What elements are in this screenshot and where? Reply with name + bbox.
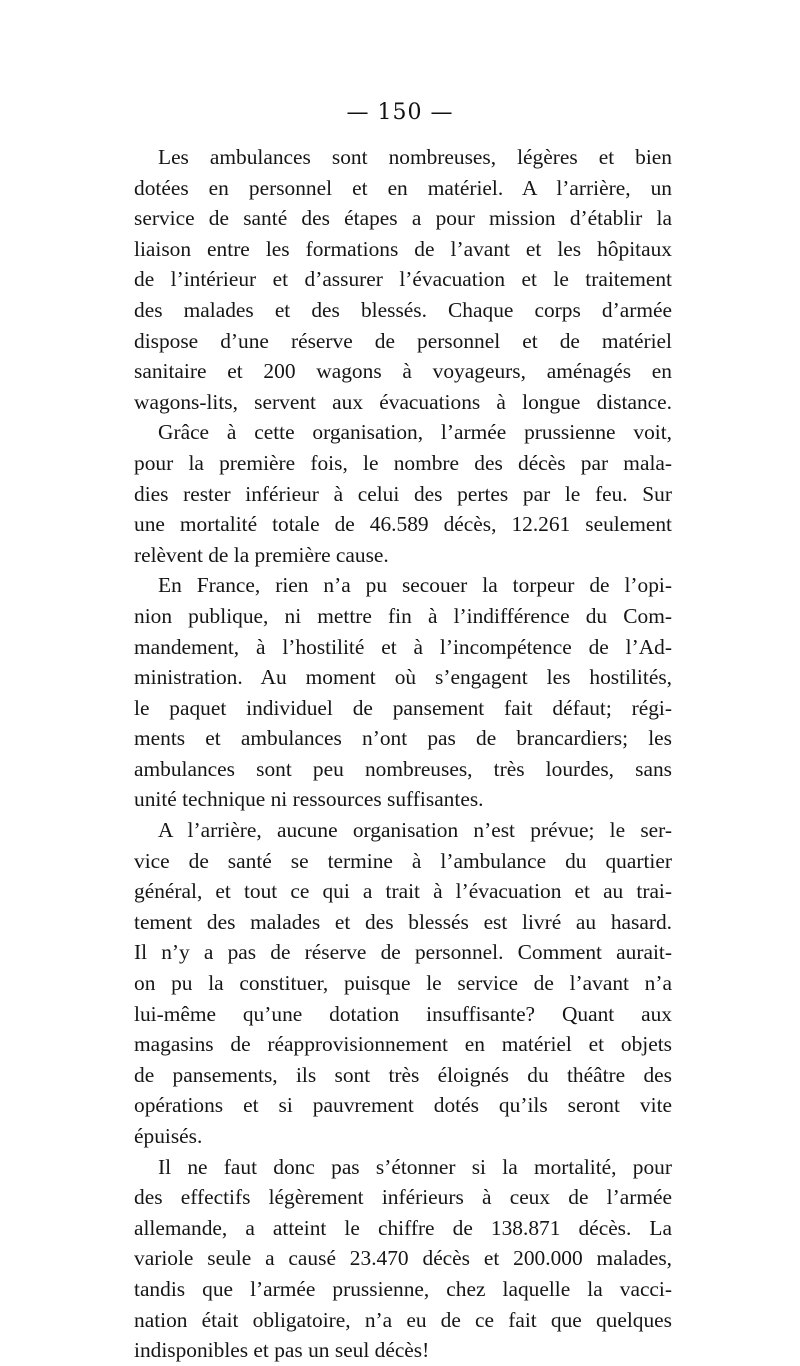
text-line: tandis que l’armée prussienne, chez laquelle la vacci- [134, 1276, 672, 1301]
text-line: on pu la constituer, puisque le service de l’avant n’a [134, 971, 672, 996]
text-line: A l’arrière, aucune organisation n’est prévue; le ser- [158, 818, 672, 843]
text-line: wagons-lits, servent aux évacuations à longue distance. [134, 389, 672, 414]
text-line: de pansements, ils sont très éloignés du théâtre des [134, 1062, 672, 1087]
text-line: Il ne faut donc pas s’étonner si la mortalité, pour [158, 1154, 672, 1179]
text-line: de l’intérieur et d’assurer l’évacuation et le traitement [134, 267, 672, 292]
text-line: mandement, à l’hostilité et à l’incompétence de l’Ad- [134, 634, 672, 659]
text-line: allemande, a atteint le chiffre de 138.871 décès. La [134, 1215, 672, 1240]
paragraph [134, 142, 672, 417]
text-line: magasins de réapprovisionnement en matériel et objets [134, 1032, 672, 1057]
text-line: vice de santé se termine à l’ambulance du quartier [134, 848, 672, 873]
text-line: Il n’y a pas de réserve de personnel. Comment aurait- [134, 940, 672, 965]
paragraph [134, 417, 672, 570]
text-line: pour la première fois, le nombre des décès par mala- [134, 450, 672, 475]
paragraph [134, 1152, 672, 1366]
text-line: Les ambulances sont nombreuses, légères et bien [158, 145, 672, 169]
text-line: des effectifs légèrement inférieurs à ceux de l’armée [134, 1185, 672, 1210]
text-line: dispose d’une réserve de personnel et de matériel [134, 328, 672, 353]
text-line: ministration. Au moment où s’engagent les hostilités, [134, 665, 672, 690]
text-line: relèvent de la première cause. [134, 542, 389, 567]
text-line: En France, rien n’a pu secouer la torpeur de l’opi- [158, 573, 672, 598]
page-number: — 150 — [346, 100, 454, 125]
text-line: variole seule a causé 23.470 décès et 200.000 malades, [134, 1246, 672, 1271]
text-line: Grâce à cette organisation, l’armée prussienne voit, [158, 420, 672, 445]
text-line: des malades et des blessés. Chaque corps d’armée [134, 297, 672, 322]
text-line: lui-même qu’une dotation insuffisante? Quant aux [134, 1001, 672, 1026]
body-text [134, 142, 672, 1366]
text-line: unité technique ni ressources suffisantes. [134, 787, 484, 812]
text-line: indisponibles et pas un seul décès! [134, 1338, 430, 1363]
text-line: dotées en personnel et en matériel. A l’arrière, un [134, 175, 672, 200]
text-line: opérations et si pauvrement dotés qu’ils seront vite [134, 1093, 672, 1118]
text-line: dies rester inférieur à celui des pertes par le feu. Sur [134, 481, 672, 506]
text-line: épuisés. [134, 1124, 203, 1148]
text-line: nation était obligatoire, n’a eu de ce fait que quelques [134, 1307, 672, 1332]
text-line: une mortalité totale de 46.589 décès, 12.261 seulement [134, 512, 672, 537]
text-line: sanitaire et 200 wagons à voyageurs, aménagés en [134, 359, 672, 384]
text-line: tement des malades et des blessés est livré au hasard. [134, 909, 672, 934]
text-line: liaison entre les formations de l’avant et les hôpitaux [134, 236, 672, 261]
text-line: ambulances sont peu nombreuses, très lourdes, sans [134, 756, 672, 781]
text-line: nion publique, ni mettre fin à l’indifférence du Com- [134, 603, 672, 628]
text-line: service de santé des étapes a pour mission d’établir la [134, 206, 672, 231]
text-line: le paquet individuel de pansement fait défaut; régi- [134, 695, 672, 720]
paragraph [134, 815, 672, 1152]
paragraph [134, 570, 672, 815]
text-line: ments et ambulances n’ont pas de brancardiers; les [134, 726, 672, 751]
text-line: général, et tout ce qui a trait à l’évacuation et au trai- [134, 879, 672, 904]
